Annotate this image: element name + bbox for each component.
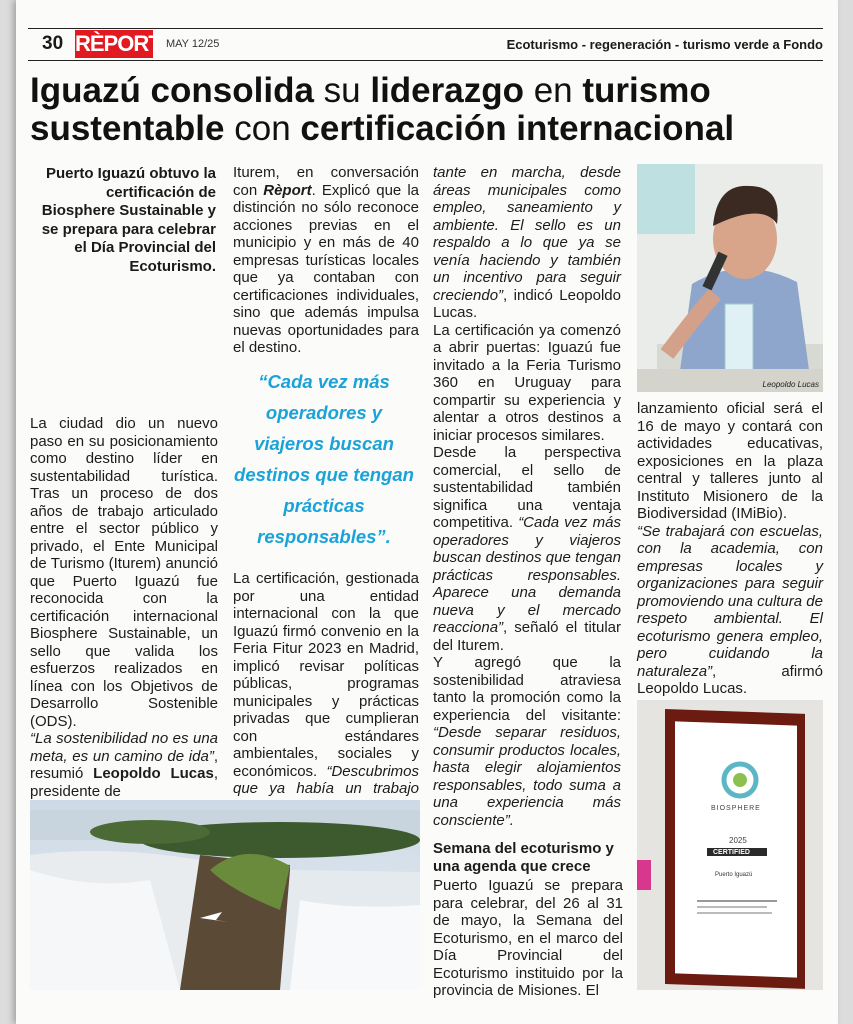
col3-lower — [433, 840, 623, 1000]
cert-place: Puerto Iguazú — [715, 872, 753, 878]
cert-brand: BIOSPHERE — [711, 805, 761, 812]
page-number: 30 — [42, 33, 64, 54]
col1-body: La ciudad dio un nuevo paso en su posicionamiento como destino líder en sustentabilidad turística. Tras un proceso de dos años de trabajo articulado entre el sector público y privado, el Ente Municipal de Turismo (Iturem) anunció que Puerto Iguazú fue reconocida con la certificación internacional Biosphere Sustainable, un sello que valida los esfuerzos realizados en línea con los Objetivos de Desarrollo Sostenible (ODS). “La sostenibilidad no es una meta, es un camino de ida”, resumió Leopoldo Lucas, presidente de — [30, 415, 218, 800]
waterfall-photo — [30, 800, 420, 990]
lead-paragraph: Puerto Iguazú obtuvo la certificación de Biosphere Sustainable y se prepara para celebrar el Día Provincial del Ecoturismo. — [41, 165, 216, 275]
cert-label: CERTIFIED — [713, 849, 750, 856]
subheading: Semana del ecoturismo y una agenda que crece — [433, 840, 614, 875]
col3-body: tante en marcha, desde áreas municipales como empleo, saneamiento y ambiente. El sello es un respaldo a lo que ya se venía haciendo y también un incentivo para seguir creciendo”, indicó Leopoldo Lucas. La certificación ya comenzó a abrir puertas: Iguazú fue invitado a la Feria Turismo 360 en Uruguay para compartir su experiencia y alentar a otros destinos a iniciar procesos similares. Desde la perspectiva comercial, el sello de sustentabilidad también significa una ventaja competitiva. “Cada vez más operadores y viajeros buscan destinos que tengan prácticas responsables. Aparece una demanda nueva y el mercado reacciona”, señaló el titular del Iturem. Y agregó que la sostenibilidad atraviesa tanto la promoción como la experiencia del visitante: “Desde separar residuos, consumir productos locales, hasta elegir alojamientos responsables, todo suma a una experiencia más consciente”. — [433, 164, 622, 829]
header-top-rule — [28, 28, 823, 29]
section-title: Ecoturismo - regeneración - turismo verde a Fondo — [506, 37, 823, 52]
col2-top: Iturem, en conversación con Rèport. Explicó que la distinción no sólo reconoce acciones previas en el municipio y en más de 40 empresas turísticas locales que ya contaban con certificaciones individuales, sino que además impulsa nuevas oportunidades para el destino. — [233, 164, 419, 356]
header-bottom-rule — [28, 60, 823, 61]
photo-caption: Leopoldo Lucas — [762, 380, 819, 389]
issue-date: MAY 12/25 — [166, 38, 220, 50]
portrait-photo — [637, 164, 823, 392]
col2-bottom: La certificación, gestionada por una entidad internacional con la que Iguazú firmó convenio en la Feria Fitur 2023 en Madrid, implicó revisar políticas públicas, programas municipales y prácticas privadas que cumplieran con estándares ambientales, sociales y económicos. “Descubrimos que ya había un trabajo — [233, 570, 419, 797]
headline: Iguazú consolida su liderazgo en turismo sustentable con certificación internacional — [30, 71, 735, 148]
pull-quote: “Cada vez más operadores y viajeros buscan destinos que tengan prácticas responsables”. — [234, 371, 414, 547]
report-logo: RÈPORT — [75, 31, 161, 56]
col4-body: lanzamiento oficial será el 16 de mayo y contará con actividades educativas, exposiciones en la plaza central y talleres junto al Instituto Misionero de la Biodiversidad (IMiBio). “Se trabajará con escuelas, con la academia, con empresas locales y organizaciones para seguir promoviendo una cultura de respeto ambiental. El ecoturismo genera empleo, pero cuidando la naturaleza”, afirmó Leopoldo Lucas. — [637, 400, 823, 697]
cert-year: 2025 — [729, 836, 747, 845]
certificate-photo — [637, 700, 823, 990]
col3-final-paragraph: Puerto Iguazú se prepara para celebrar, del 26 al 31 de mayo, la Semana del Ecoturismo, en el marco del Día Provincial del Ecoturismo instituido por la provincia de Misiones. El — [433, 877, 623, 999]
